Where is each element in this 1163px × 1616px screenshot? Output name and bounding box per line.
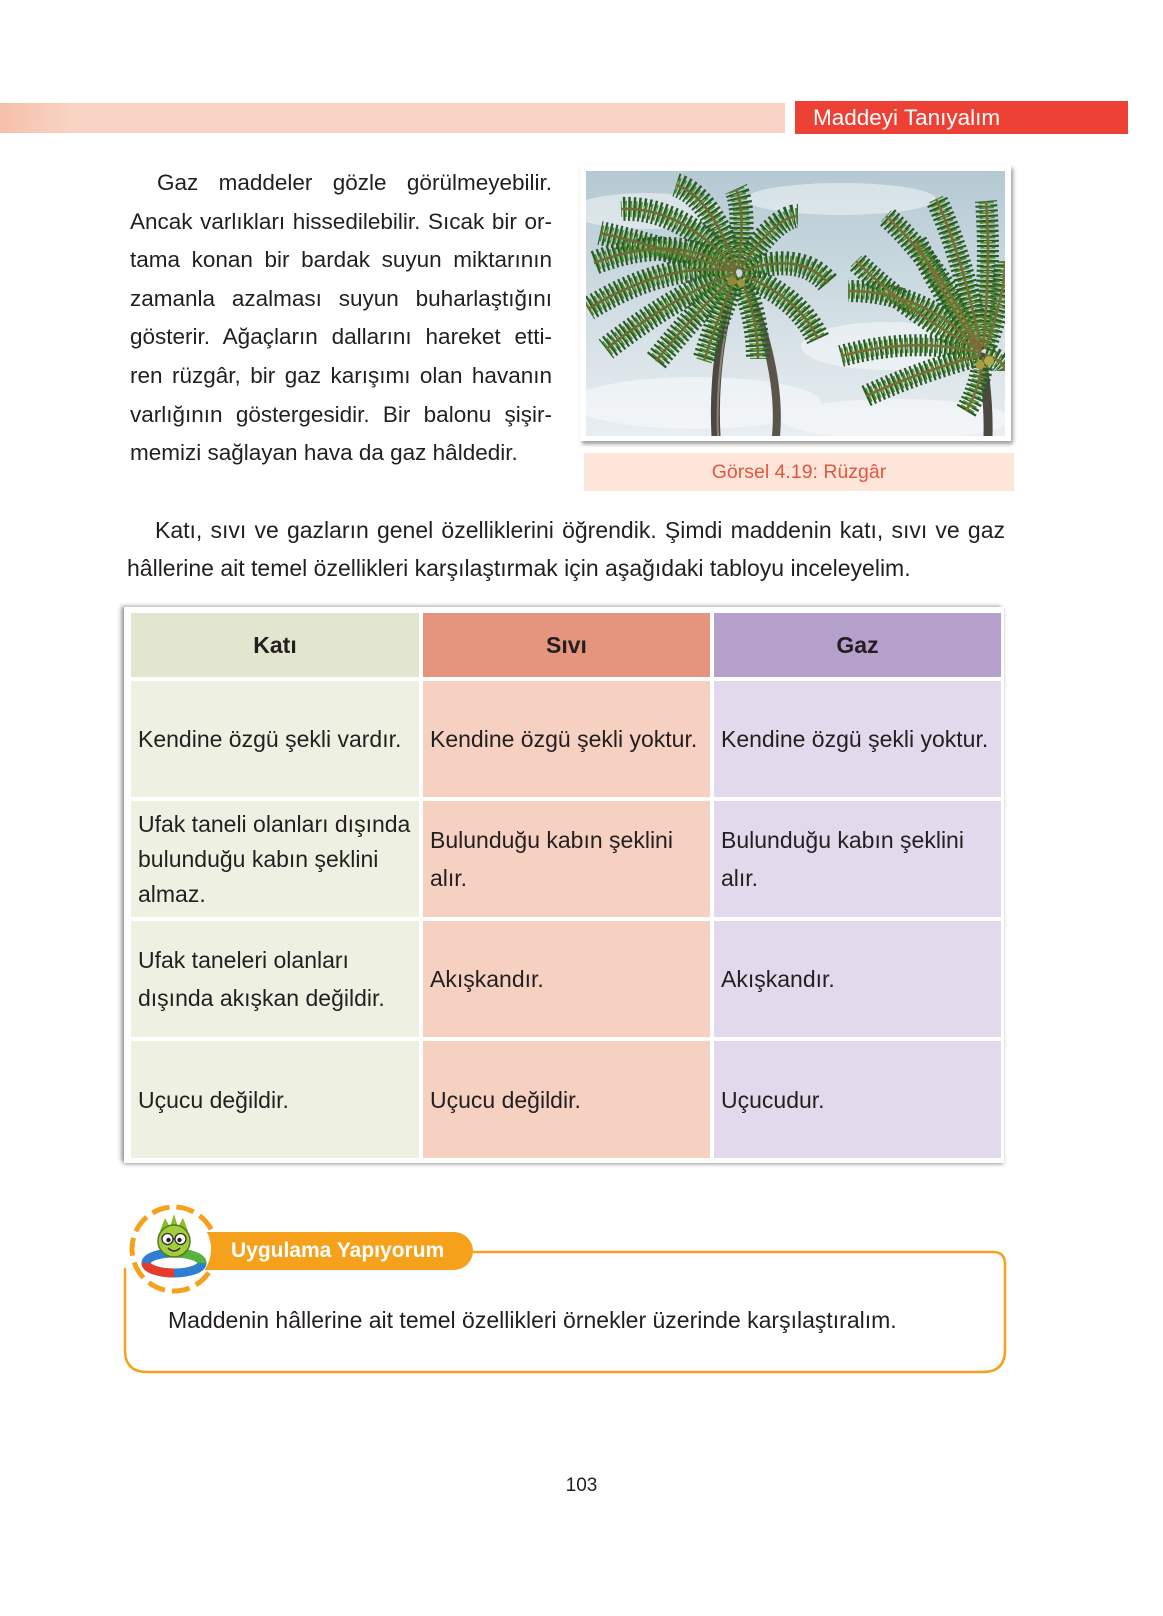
table-cell-line: Bulunduğu kabın şeklini	[721, 827, 964, 853]
table-header-gas: Gaz	[714, 613, 1001, 677]
table-cell-gas	[714, 801, 1001, 917]
table-cell-line: Ufak taneleri olanları	[138, 947, 349, 973]
intro-line: Ancak varlıkları hissedilebilir. Sıcak bir or-	[130, 208, 552, 234]
table-cell-gas	[714, 681, 1001, 797]
table-cell-line: Kendine özgü şekli yoktur.	[430, 726, 698, 752]
table-cell-line: Kendine özgü şekli yoktur.	[721, 726, 989, 752]
table-cell-line: dışında akışkan değildir.	[138, 985, 385, 1011]
table-cell-solid	[131, 1041, 419, 1158]
table-header-liquid: Sıvı	[423, 613, 710, 677]
table-cell-line: alır.	[430, 865, 468, 891]
header-band	[0, 103, 785, 133]
table-cell-line: Ufak taneli olanları dışında	[138, 810, 411, 837]
table-cell-line: Akışkandır.	[721, 966, 835, 992]
table-cell-liquid	[423, 1041, 710, 1158]
mascot-icon	[128, 1203, 220, 1295]
comparison-paragraph	[127, 511, 1005, 587]
table-cell-gas	[714, 921, 1001, 1037]
table-cell-line: alır.	[721, 865, 759, 891]
activity-text: Maddenin hâllerine ait temel özellikleri örnekler üzerinde karşılaştıralım.	[168, 1307, 897, 1333]
comparison-line: Katı, sıvı ve gazların genel özelliklerini öğrendik. Şimdi maddenin katı, sıvı ve gaz	[155, 517, 1005, 543]
table-cell-line: Uçucu değildir.	[138, 1086, 289, 1113]
intro-line: varlığının göstergesidir. Bir balonu şişir-	[130, 401, 552, 427]
page-number: 103	[565, 1475, 598, 1496]
intro-line: zamanla azalması suyun buharlaştığını	[130, 285, 552, 311]
table-cell-line: Kendine özgü şekli vardır.	[138, 726, 402, 752]
table-cell-liquid	[423, 681, 710, 797]
intro-paragraph	[130, 164, 552, 473]
table-cell-line: bulunduğu kabın şeklini	[138, 845, 379, 872]
table-cell-gas	[714, 1041, 1001, 1158]
intro-line: memizi sağlayan hava da gaz hâldedir.	[130, 440, 518, 466]
states-of-matter-table	[124, 607, 1004, 1163]
table-cell-solid	[131, 801, 419, 917]
table-cell-solid	[131, 921, 419, 1037]
intro-line: gösterir. Ağaçların dallarını hareket etti-	[130, 324, 552, 350]
table-cell-liquid	[423, 801, 710, 917]
wind-palm-photo	[586, 171, 1005, 436]
activity-label: Uygulama Yapıyorum	[205, 1232, 473, 1270]
section-title: Maddeyi Tanıyalım	[795, 101, 1128, 134]
intro-line: tama konan bir bardak suyun miktarının	[130, 247, 552, 273]
figure-caption: Görsel 4.19: Rüzgâr	[584, 453, 1014, 491]
intro-line: Gaz maddeler gözle görülmeyebilir.	[157, 170, 552, 195]
figure-frame	[580, 165, 1011, 441]
activity-box-outline	[118, 1195, 1013, 1380]
table-cell-liquid	[423, 921, 710, 1037]
table-cell-line: Uçucudur.	[721, 1086, 825, 1113]
table-cell-line: Akışkandır.	[430, 966, 544, 992]
table-cell-line: Bulunduğu kabın şeklini	[430, 827, 673, 853]
table-header-solid: Katı	[131, 613, 419, 677]
table-cell-solid	[131, 681, 419, 797]
intro-line: ren rüzgâr, bir gaz karışımı olan havanın	[130, 362, 552, 388]
table-cell-line: almaz.	[138, 880, 206, 907]
comparison-line: hâllerine ait temel özellikleri karşılaştırmak için aşağıdaki tabloyu inceleyelim.	[127, 555, 911, 581]
table-cell-line: Uçucu değildir.	[430, 1086, 581, 1113]
